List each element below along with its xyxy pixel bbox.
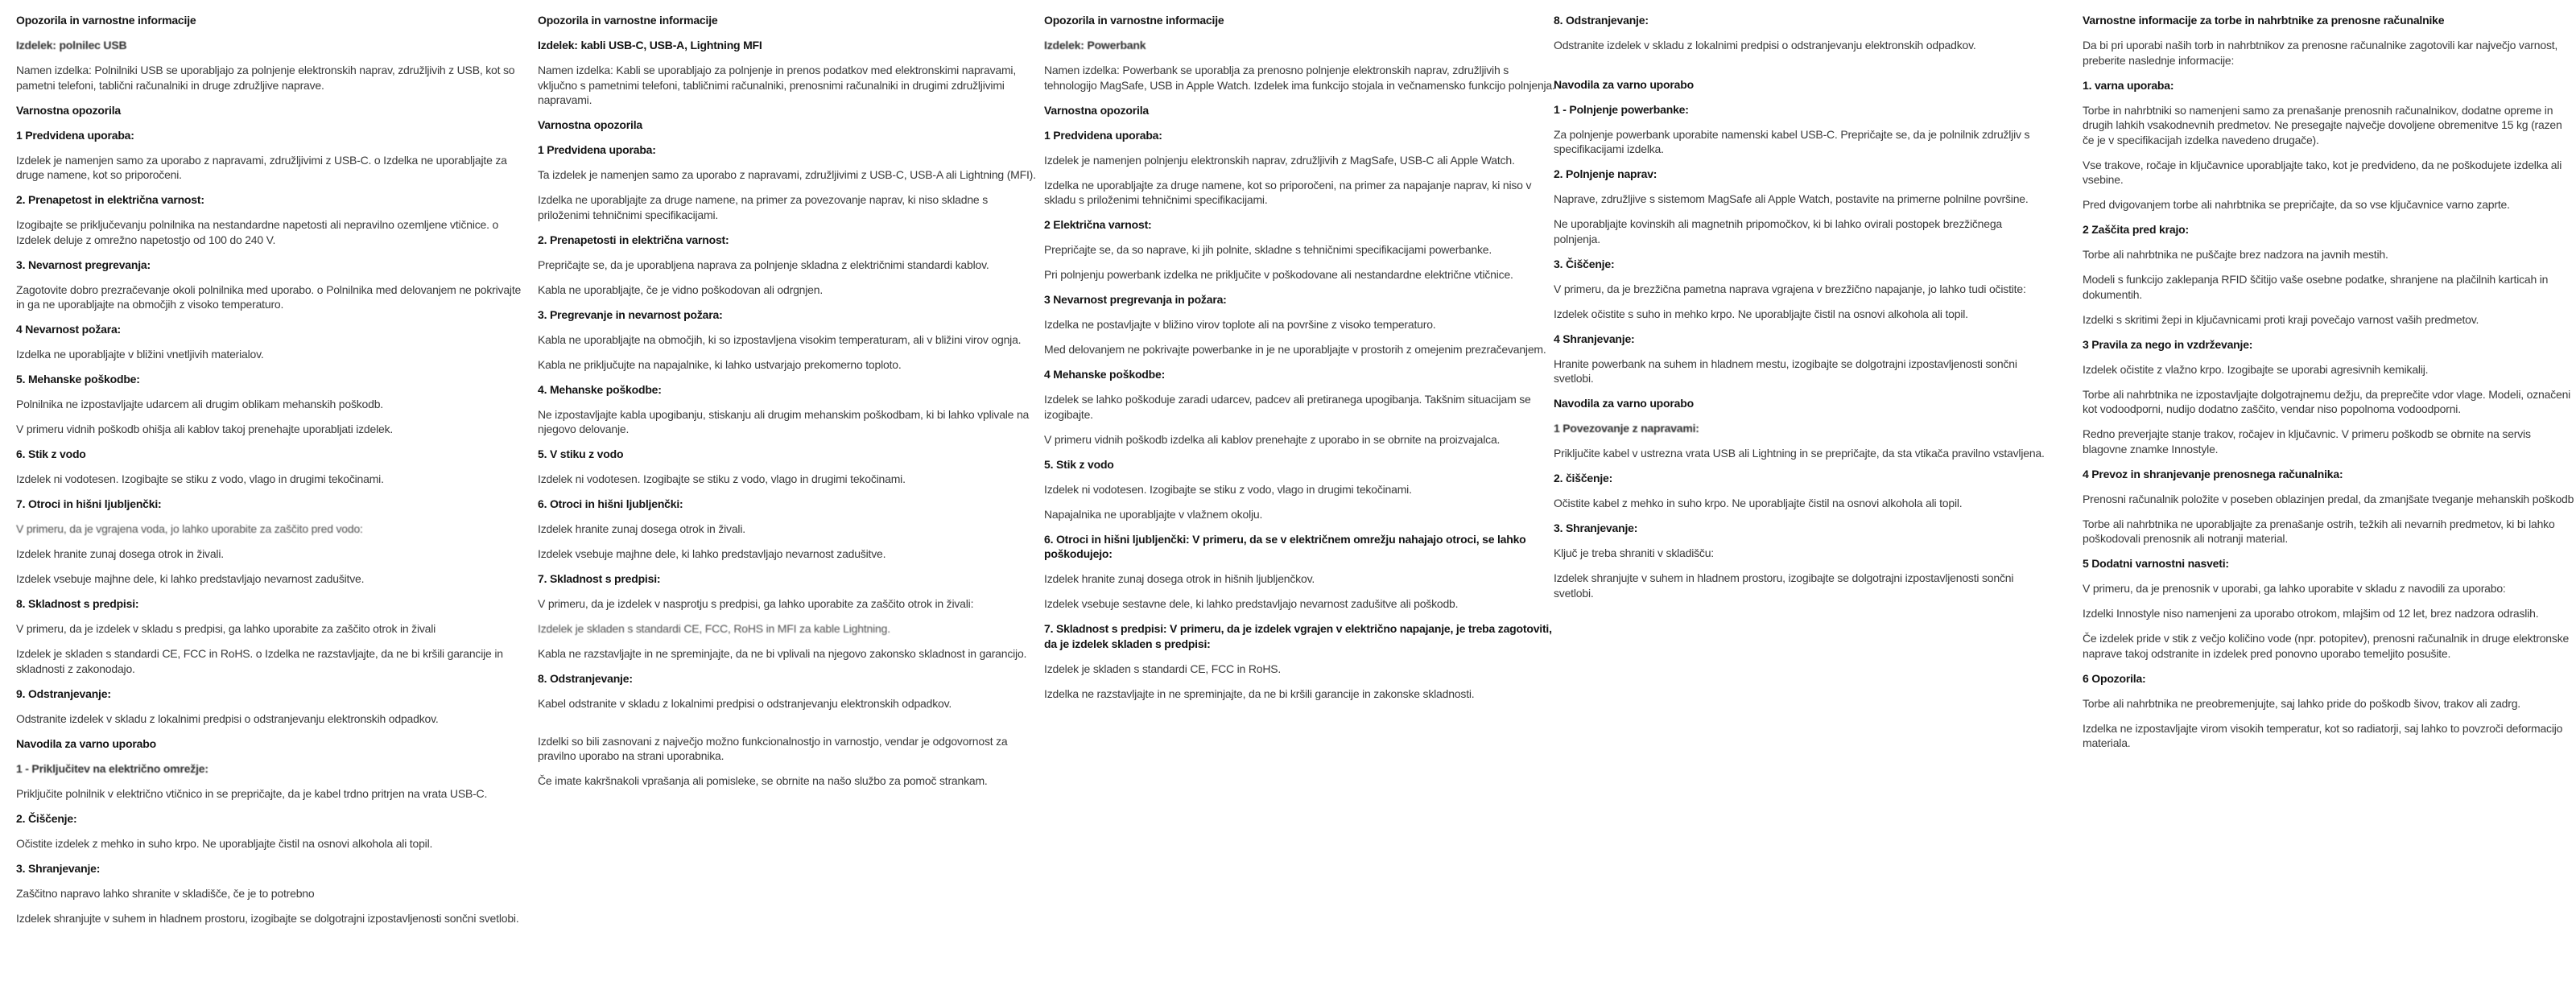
paragraph: Namen izdelka: Kabli se uporabljajo za polnjenje in prenos podatkov med elektronskimi napravami, vključno s pametnimi telefoni, tabličnimi računalniki, prenosnimi računalniki in drugimi združljivimi napravami. xyxy=(538,64,1017,106)
paragraph: Modeli s funkcijo zaklepanja RFID ščitijo vaše osebne podatke, shranjene na plačilnih karticah in dokumentih. xyxy=(2083,273,2549,301)
section-heading: 1 Povezovanje z napravami: xyxy=(1554,422,1699,435)
paragraph: Kabel odstranite v skladu z lokalnimi predpisi o odstranjevanju elektronskih odpadkov. xyxy=(538,697,952,710)
paragraph: Očistite kabel z mehko in suho krpo. Ne uporabljajte čistil na osnovi alkohola ali topil. xyxy=(1554,497,1963,509)
section-heading: Varnostne informacije za torbe in nahrbtnike za prenosne računalnike xyxy=(2083,14,2445,27)
paragraph: Izdelka ne postavljajte v bližino virov toplote ali na površine z visoko temperaturo. xyxy=(1044,318,1436,331)
paragraph: Hranite powerbank na suhem in hladnem mestu, izogibajte se dolgotrajni izpostavljenosti sončni svetlobi. xyxy=(1554,357,2017,385)
paragraph: Izdelek se lahko poškoduje zaradi udarcev, padcev ali pretiranega upogibanja. Takšnim situacijam se izogibajte. xyxy=(1044,393,1531,421)
section-heading: 2. Polnjenje naprav: xyxy=(1554,167,1657,180)
document-column-usb-charger-warnings xyxy=(16,13,522,936)
section-heading: 1 - Polnjenje powerbanke: xyxy=(1554,102,1689,116)
section-heading: 3. Pregrevanje in nevarnost požara: xyxy=(538,307,723,321)
paragraph: Očistite izdelek z mehko in suho krpo. Ne uporabljajte čistil na osnovi alkohola ali topil. xyxy=(16,836,433,850)
paragraph: Izdelka ne uporabljajte za druge namene, na primer za povezovanje naprav, ki niso skladne s priloženimi tehničnimi specifikacijami. xyxy=(538,193,988,221)
paragraph: Vse trakove, ročaje in ključavnice uporabljajte tako, kot je predvideno, da ne poškodujete izdelka ali vsebine. xyxy=(2083,158,2562,186)
section-heading: 3. Čiščenje: xyxy=(1554,257,1615,270)
paragraph: Izdelek je skladen s standardi CE, FCC in RoHS. xyxy=(1044,662,1282,675)
paragraph: V primeru, da je izdelek v skladu s predpisi, ga lahko uporabite za zaščito otrok in živali xyxy=(16,622,436,635)
paragraph: Izdelki Innostyle niso namenjeni za uporabo otrokom, mlajšim od 12 let, brez nadzora odraslih. xyxy=(2083,607,2539,620)
paragraph: Izdelek ni vodotesen. Izogibajte se stiku z vodo, vlago in drugimi tekočinami. xyxy=(538,472,906,485)
paragraph: Napajalnika ne uporabljajte v vlažnem okolju. xyxy=(1044,507,1263,521)
paragraph: Namen izdelka: Polnilniki USB se uporabljajo za polnjenje elektronskih naprav, združljivih z USB, kot so pametni telefoni, tablični računalniki in druge združljive naprave. xyxy=(16,64,515,92)
section-heading: 3 Pravila za nego in vzdrževanje: xyxy=(2083,337,2253,351)
paragraph: V primeru, da je izdelek v nasprotju s predpisi, ga lahko uporabite za zaščito otrok in živali: xyxy=(538,597,974,610)
paragraph: Prepričajte se, da je uporabljena naprava za polnjenje skladna z električnimi standardi kablov. xyxy=(538,258,989,271)
paragraph: Zaščitno napravo lahko shranite v skladišče, če je to potrebno xyxy=(16,886,315,900)
paragraph: Izdelki so bili zasnovani z največjo možno funkcionalnostjo in varnostjo, vendar je odgovornost za pravilno uporabo na strani uporabnika. xyxy=(538,734,1008,762)
paragraph: V primeru vidnih poškodb izdelka ali kablov prenehajte z uporabo in se obrnite na proizvajalca. xyxy=(1044,432,1501,446)
paragraph: Kabla ne priključujte na napajalnike, ki lahko ustvarjajo prekomerno toploto. xyxy=(538,357,902,371)
section-heading: 1. varna uporaba: xyxy=(2083,78,2174,92)
paragraph: V primeru, da je brezžična pametna naprava vgrajena v brezžično napajanje, jo lahko tudi očistite: xyxy=(1554,282,2026,295)
section-heading: Izdelek: kabli USB-C, USB-A, Lightning MFI xyxy=(538,39,762,52)
section-heading: 8. Skladnost s predpisi: xyxy=(16,597,139,610)
paragraph: Če imate kakršnakoli vprašanja ali pomisleke, se obrnite na našo službo za pomoč strankam. xyxy=(538,774,988,787)
section-heading: Navodila za varno uporabo xyxy=(16,736,156,750)
paragraph: Torbe ali nahrbtnika ne preobremenjujte, saj lahko pride do poškodb šivov, trakov ali zadrg. xyxy=(2083,696,2520,710)
paragraph: Ta izdelek je namenjen samo za uporabo z napravami, združljivimi z USB-C, USB-A ali Lightning (MFI). xyxy=(538,168,1036,181)
paragraph: V primeru vidnih poškodb ohišja ali kablov takoj prenehajte uporabljati izdelek. xyxy=(16,423,394,435)
section-heading: 6. Otroci in hišni ljubljenčki: V primeru, da se v električnem omrežju nahajajo otroci, se lahko poškodujejo: xyxy=(1044,532,1526,560)
paragraph: Če izdelek pride v stik z večjo količino vode (npr. potopitev), prenosni računalnik in druge elektronske naprave takoj odstranite in izdelek pred ponovno uporabo temeljito posušite. xyxy=(2083,632,2570,660)
paragraph: Priključite polnilnik v električno vtičnico in se prepričajte, da je kabel trdno pritrjen na vrata USB-C. xyxy=(16,786,488,800)
paragraph: Prenosni računalnik položite v poseben oblazinjen predal, da zmanjšate tveganje mehanskih poškodb xyxy=(2083,492,2574,505)
paragraph: V primeru, da je vgrajena voda, jo lahko uporabite za zaščito pred vodo: xyxy=(16,522,363,535)
section-heading: 7. Skladnost s predpisi: V primeru, da je izdelek vgrajen v električno napajanje, je treba zagotoviti, da je izdelek skladen s predpisi: xyxy=(1044,622,1552,650)
paragraph: Redno preverjajte stanje trakov, ročajev in ključavnic. V primeru poškodb se obrnite na servis blagovne znamke Innostyle. xyxy=(2083,427,2531,456)
section-heading: Opozorila in varnostne informacije xyxy=(538,14,718,27)
paragraph: Torbe ali nahrbtnika ne uporabljajte za prenašanje ostrih, težkih ali nevarnih predmetov, ki bi lahko poškodovali prenosnik ali notranji material. xyxy=(2083,517,2555,545)
section-heading: Opozorila in varnostne informacije xyxy=(16,14,196,27)
section-heading: Navodila za varno uporabo xyxy=(1554,77,1694,91)
paragraph: Izdelek je skladen s standardi CE, FCC in RoHS. o Izdelka ne razstavljajte, da ne bi kršili garancije in skladnosti z zakonodajo. xyxy=(16,647,503,675)
paragraph: Torbe in nahrbtniki so namenjeni samo za prenašanje prenosnih računalnikov, dodatne opreme in drugih lahkih vsakodnevnih predmetov. Ne presegajte največje dovoljene obremenitve 15 kg (razen če je v specifikacijah izdelka navedeno drugače). xyxy=(2083,103,2562,146)
section-heading: 8. Odstranjevanje: xyxy=(538,672,633,685)
section-heading: 6. Stik z vodo xyxy=(16,447,86,460)
section-heading: 6. Otroci in hišni ljubljenčki: xyxy=(538,497,683,510)
section-heading: 2. Prenapetosti in električna varnost: xyxy=(538,233,729,246)
paragraph: Ne uporabljajte kovinskih ali magnetnih pripomočkov, ki bi lahko ovirali postopek brezžičnega polnjenja. xyxy=(1554,217,2002,245)
paragraph: Odstranite izdelek v skladu z lokalnimi predpisi o odstranjevanju elektronskih odpadkov. xyxy=(1554,39,1976,52)
section-heading: 2. Prenapetost in električna varnost: xyxy=(16,193,204,206)
paragraph: Odstranite izdelek v skladu z lokalnimi predpisi o odstranjevanju elektronskih odpadkov. xyxy=(16,711,439,725)
section-heading: 3. Nevarnost pregrevanja: xyxy=(16,258,151,271)
paragraph: Izdelek je namenjen samo za uporabo z napravami, združljivimi z USB-C. o Izdelka ne uporabljajte za druge namene, kot so priporočeni. xyxy=(16,153,507,181)
paragraph: Izdelki s skritimi žepi in ključavnicami proti kraji povečajo varnost vaših predmetov. xyxy=(2083,312,2479,326)
section-heading: Varnostna opozorila xyxy=(16,103,121,117)
paragraph: Izdelek hranite zunaj dosega otrok in živali. xyxy=(16,547,224,560)
paragraph: Izdelek očistite z vlažno krpo. Izogibajte se uporabi agresivnih kemikalij. xyxy=(2083,362,2429,376)
section-heading: 7. Otroci in hišni ljubljenčki: xyxy=(16,497,162,510)
document-column-powerbank-usage-and-cable-usage xyxy=(1554,13,2048,611)
section-heading: 5. V stiku z vodo xyxy=(538,447,624,460)
paragraph: Izdelek je skladen s standardi CE, FCC, RoHS in MFI za kable Lightning. xyxy=(538,622,890,635)
paragraph: Kabla ne uporabljajte, če je vidno poškodovan ali odrgnjen. xyxy=(538,282,824,296)
section-heading: Opozorila in varnostne informacije xyxy=(1044,14,1224,27)
paragraph: Izdelek vsebuje majhne dele, ki lahko predstavljajo nevarnost zadušitve. xyxy=(538,547,886,560)
paragraph: Izdelka ne uporabljajte za druge namene, kot so priporočeni, na primer za napajanje naprav, ki niso v skladu s priloženimi tehničnimi specifikacijami. xyxy=(1044,178,1532,206)
paragraph: Izdelek je namenjen polnjenju elektronskih naprav, združljivih z MagSafe, USB-C ali Apple Watch. xyxy=(1044,153,1515,167)
section-heading: 6 Opozorila: xyxy=(2083,671,2146,685)
paragraph: Ne izpostavljajte kabla upogibanju, stiskanju ali drugim mehanskim poškodbam, ki bi lahko vplivale na njegovo delovanje. xyxy=(538,407,1030,435)
section-heading: Izdelek: polnilec USB xyxy=(16,39,127,52)
section-heading: 3 Nevarnost pregrevanja in požara: xyxy=(1044,293,1227,306)
document-column-cables-warnings xyxy=(538,13,1038,798)
section-heading: 3. Shranjevanje: xyxy=(1554,522,1638,534)
section-heading: 4 Prevoz in shranjevanje prenosnega računalnika: xyxy=(2083,467,2343,480)
document-column-powerbank-warnings xyxy=(1044,13,1556,711)
paragraph: Za polnjenje powerbank uporabite namenski kabel USB-C. Prepričajte se, da je polnilnik združljiv s specifikacijami izdelka. xyxy=(1554,127,2030,155)
paragraph: Izdelek očistite s suho in mehko krpo. Ne uporabljajte čistil na osnovi alkohola ali topil. xyxy=(1554,307,1968,320)
paragraph: Izogibajte se priključevanju polnilnika na nestandardne napetosti ali nepravilno ozemljene vtičnice. o Izdelek deluje z omrežno napetostjo od 100 do 240 V. xyxy=(16,218,499,246)
paragraph: Ključ je treba shraniti v skladišču: xyxy=(1554,546,1714,559)
paragraph: Polnilnika ne izpostavljajte udarcem ali drugim oblikam mehanskih poškodb. xyxy=(16,398,383,410)
paragraph: V primeru, da je prenosnik v uporabi, ga lahko uporabite v skladu z navodili za uporabo: xyxy=(2083,582,2506,595)
section-heading: 1 Predvidena uporaba: xyxy=(538,143,656,156)
paragraph: Izdelka ne izpostavljajte virom visokih temperatur, kot so radiatorji, saj lahko to povzroči deformacijo materiala. xyxy=(2083,721,2563,749)
paragraph: Izdelka ne uporabljajte v bližini vnetljivih materialov. xyxy=(16,348,264,361)
paragraph: Priključite kabel v ustrezna vrata USB ali Lightning in se prepričajte, da sta vtikača pravilno vstavljena. xyxy=(1554,447,2045,460)
section-heading: 5. Mehanske poškodbe: xyxy=(16,373,140,385)
section-heading: 2. čiščenje: xyxy=(1554,472,1613,484)
paragraph: Namen izdelka: Powerbank se uporablja za prenosno polnjenje elektronskih naprav, združljivih s tehnologijo MagSafe, USB in Apple Watch. Izdelek ima funkcijo stojala in večnamensko funkcijo polnjenja. xyxy=(1044,64,1555,92)
paragraph: Torbe ali nahrbtnika ne puščajte brez nadzora na javnih mestih. xyxy=(2083,248,2388,261)
section-heading: 2. Čiščenje: xyxy=(16,811,77,825)
section-heading: Varnostna opozorila xyxy=(538,118,642,131)
paragraph: Pred dvigovanjem torbe ali nahrbtnika se prepričajte, da so vse ključavnice varno zaprte. xyxy=(2083,198,2510,211)
section-heading: 4 Mehanske poškodbe: xyxy=(1044,368,1166,381)
paragraph: Izdelek shranjujte v suhem in hladnem prostoru, izogibajte se dolgotrajni izpostavljenosti sončni svetlobi. xyxy=(1554,571,2014,600)
paragraph: Izdelek shranjujte v suhem in hladnem prostoru, izogibajte se dolgotrajni izpostavljenosti sončni svetlobi. xyxy=(16,911,519,925)
section-heading: Izdelek: Powerbank xyxy=(1044,39,1146,52)
paragraph: Prepričajte se, da so naprave, ki jih polnite, skladne s tehničnimi specifikacijami powerbanke. xyxy=(1044,243,1492,256)
paragraph: Izdelek hranite zunaj dosega otrok in hišnih ljubljenčkov. xyxy=(1044,572,1315,585)
section-heading: 4. Mehanske poškodbe: xyxy=(538,382,662,396)
section-heading: 7. Skladnost s predpisi: xyxy=(538,572,661,585)
section-heading: 5 Dodatni varnostni nasveti: xyxy=(2083,557,2229,570)
paragraph: Kabla ne razstavljajte in ne spreminjajte, da ne bi vplivali na njegovo zakonsko skladnost in garancijo. xyxy=(538,647,1027,660)
paragraph: Da bi pri uporabi naših torb in nahrbtnikov za prenosne računalnike zagotovili kar največjo varnost, preberite naslednje informacije: xyxy=(2083,39,2558,67)
document-column-laptop-bags-safety xyxy=(2083,13,2575,761)
section-heading: 2 Zaščita pred krajo: xyxy=(2083,223,2189,236)
section-heading: 4 Nevarnost požara: xyxy=(16,323,122,336)
paragraph: Izdelek hranite zunaj dosega otrok in živali. xyxy=(538,522,745,535)
paragraph: Zagotovite dobro prezračevanje okoli polnilnika med uporabo. o Polnilnika med delovanjem ne pokrivajte in ga ne uporabljajte na območjih z visoko temperaturo. xyxy=(16,282,522,311)
paragraph: Med delovanjem ne pokrivajte powerbanke in je ne uporabljajte v prostorih z omejenim prezračevanjem. xyxy=(1044,343,1546,356)
paragraph: Izdelek ni vodotesen. Izogibajte se stiku z vodo, vlago in drugimi tekočinami. xyxy=(1044,482,1412,496)
section-heading: 8. Odstranjevanje: xyxy=(1554,14,1649,27)
section-heading: 9. Odstranjevanje: xyxy=(16,686,111,700)
paragraph: Naprave, združljive s sistemom MagSafe ali Apple Watch, postavite na primerne polnilne površine. xyxy=(1554,192,2029,205)
paragraph: Pri polnjenju powerbank izdelka ne priključite v poškodovane ali nestandardne električne vtičnice. xyxy=(1044,268,1513,281)
paragraph: Izdelek vsebuje sestavne dele, ki lahko predstavljajo nevarnost zadušitve ali poškodb. xyxy=(1044,597,1459,610)
section-heading: 4 Shranjevanje: xyxy=(1554,332,1635,345)
section-heading: 2 Električna varnost: xyxy=(1044,218,1152,231)
paragraph: Izdelek ni vodotesen. Izogibajte se stiku z vodo, vlago in drugimi tekočinami. xyxy=(16,472,384,485)
section-heading: 1 Predvidena uporaba: xyxy=(1044,128,1162,142)
section-heading: Varnostna opozorila xyxy=(1044,103,1149,117)
section-heading: 3. Shranjevanje: xyxy=(16,861,101,875)
section-heading: 1 Predvidena uporaba: xyxy=(16,128,134,142)
paragraph: Kabla ne uporabljajte na območjih, ki so izpostavljena visokim temperaturam, ali v bližini virov ognja. xyxy=(538,332,1022,346)
section-heading: Navodila za varno uporabo xyxy=(1554,397,1694,410)
section-heading: 5. Stik z vodo xyxy=(1044,457,1114,471)
paragraph: Torbe ali nahrbtnika ne izpostavljajte dolgotrajnemu dežju, da preprečite vdor vlage. Modeli, označeni kot vodoodporni, nudijo dodatno zaščito, vendar niso popolnoma vodoodporni. xyxy=(2083,387,2571,415)
paragraph: Izdelek vsebuje majhne dele, ki lahko predstavljajo nevarnost zadušitve. xyxy=(16,572,365,585)
section-heading: 1 - Priključitev na električno omrežje: xyxy=(16,761,208,775)
paragraph: Izdelka ne razstavljajte in ne spreminjajte, da ne bi kršili garancije in zakonske skladnosti. xyxy=(1044,686,1475,700)
